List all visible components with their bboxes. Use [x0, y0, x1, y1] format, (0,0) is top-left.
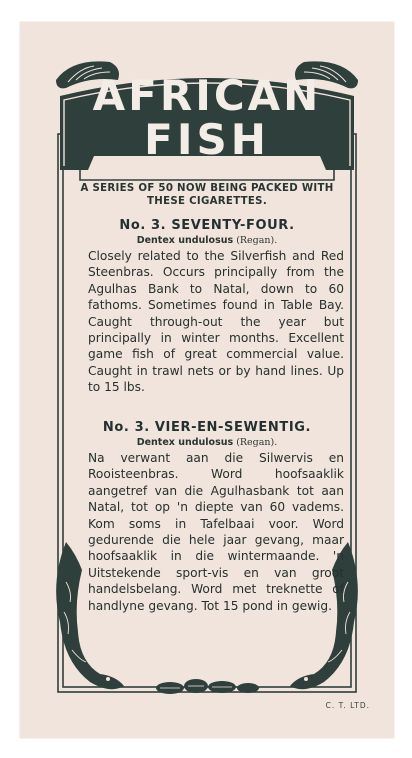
banner-title	[80, 71, 334, 164]
series-text: A SERIES OF 50 NOW BEING PACKED WITH THESE CIGARETTES.	[80, 183, 334, 207]
printer-mark: C. T. LTD.	[325, 701, 370, 710]
afrikaans-authority: (Regan).	[236, 437, 278, 448]
title-line-1: AFRICAN	[92, 71, 322, 120]
english-species	[68, 235, 346, 246]
cigarette-card	[20, 22, 394, 738]
afrikaans-latin-name: Dentex undulosus	[136, 437, 234, 448]
english-description: Closely related to the Silverfish and Red Steenbras. Occurs principally from the Agulhas Bank to Natal, down to 60 fathoms. Sometimes found in Table Bay. Caught through-out the year but principally in winter months. Excellent game fish of great commercial value. Caught in trawl nets or by hand lines. Up to 15 lbs.	[88, 249, 344, 395]
afrikaans-description: Na verwant aan die Silwervis en Rooisteenbras. Word hoofsaaklik aangetref van die Agulhasbank tot aan Natal, tot op 'n diepte van 60 vadems. Kom soms in Tafelbaai voor. Word gedurende die hele jaar gevang, maar hoofsaaklik in die wintermaande. 'n Uitstekende sport-vis en van groot handelsbelang. Word met treknette of handlyne gevang. Tot 15 pond in gewig.	[88, 451, 344, 613]
afrikaans-heading: No. 3. VIER-EN-SEWENTIG.	[102, 420, 312, 435]
title-line-2: FISH	[144, 115, 270, 164]
afrikaans-species	[68, 437, 346, 448]
english-latin-name: Dentex undulosus	[136, 235, 234, 246]
english-authority: (Regan).	[236, 235, 278, 246]
english-heading: No. 3. SEVENTY-FOUR.	[119, 218, 295, 233]
